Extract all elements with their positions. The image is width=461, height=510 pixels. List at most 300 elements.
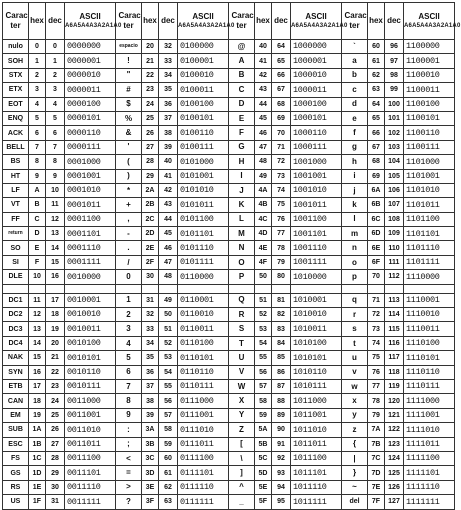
binary-cell: 0101010 bbox=[178, 183, 229, 197]
binary-cell: 0000001 bbox=[65, 54, 116, 68]
binary-cell: 0100011 bbox=[178, 83, 229, 97]
dec-cell: 54 bbox=[159, 365, 178, 379]
table-row bbox=[3, 40, 455, 54]
binary-cell: 1011101 bbox=[291, 466, 342, 480]
binary-cell: 1000100 bbox=[291, 97, 342, 111]
binary-cell: 1110100 bbox=[404, 336, 455, 350]
char-cell: V bbox=[229, 365, 255, 379]
char-cell: SUB bbox=[3, 423, 29, 437]
dec-cell: 31 bbox=[46, 495, 65, 509]
binary-cell: 1111001 bbox=[404, 408, 455, 422]
char-cell: SYN bbox=[3, 365, 29, 379]
dec-cell: 44 bbox=[159, 212, 178, 226]
dec-cell: 78 bbox=[272, 241, 291, 255]
char-cell: } bbox=[342, 466, 368, 480]
hex-cell: 68 bbox=[368, 155, 385, 169]
binary-cell: 1010011 bbox=[291, 322, 342, 336]
hex-cell: 43 bbox=[255, 83, 272, 97]
table-row bbox=[3, 241, 455, 255]
hex-cell: 59 bbox=[255, 408, 272, 422]
char-cell: + bbox=[116, 198, 142, 212]
binary-cell: 1000000 bbox=[291, 40, 342, 54]
hex-cell: 4 bbox=[29, 97, 46, 111]
char-cell: [ bbox=[229, 437, 255, 451]
table-row bbox=[3, 394, 455, 408]
dec-cell: 83 bbox=[272, 322, 291, 336]
hex-cell: 38 bbox=[142, 394, 159, 408]
hex-cell: 75 bbox=[368, 351, 385, 365]
hex-cell: 7A bbox=[368, 423, 385, 437]
hex-cell: 3E bbox=[142, 480, 159, 494]
gap-cell bbox=[159, 284, 178, 293]
dec-cell: 8 bbox=[46, 155, 65, 169]
header-title: ASCII bbox=[418, 12, 440, 21]
hex-cell: 5D bbox=[255, 466, 272, 480]
hex-cell: 49 bbox=[255, 169, 272, 183]
char-cell: n bbox=[342, 241, 368, 255]
gap-cell bbox=[116, 284, 142, 293]
char-cell: FF bbox=[3, 212, 29, 226]
hex-cell: 64 bbox=[368, 97, 385, 111]
binary-cell: 1001111 bbox=[291, 255, 342, 269]
char-cell: ] bbox=[229, 466, 255, 480]
char-cell: % bbox=[116, 111, 142, 125]
dec-cell: 52 bbox=[159, 336, 178, 350]
hex-cell: 25 bbox=[142, 111, 159, 125]
table-row bbox=[3, 423, 455, 437]
char-cell: S bbox=[229, 322, 255, 336]
dec-cell: 123 bbox=[385, 437, 404, 451]
hex-cell: 2C bbox=[142, 212, 159, 226]
header-bit-labels: A6A5A4A3A2A1A0 bbox=[65, 23, 122, 29]
table-row bbox=[3, 126, 455, 140]
char-cell: r bbox=[342, 308, 368, 322]
char-cell: s bbox=[342, 322, 368, 336]
table-row bbox=[3, 140, 455, 154]
hex-cell: 55 bbox=[255, 351, 272, 365]
dec-cell: 87 bbox=[272, 379, 291, 393]
hex-cell: 4A bbox=[255, 183, 272, 197]
dec-cell: 72 bbox=[272, 155, 291, 169]
binary-cell: 0101101 bbox=[178, 227, 229, 241]
dec-cell: 56 bbox=[159, 394, 178, 408]
hex-cell: 28 bbox=[142, 155, 159, 169]
hex-cell: 6E bbox=[368, 241, 385, 255]
binary-cell: 1011010 bbox=[291, 423, 342, 437]
dec-cell: 3 bbox=[46, 83, 65, 97]
dec-cell: 6 bbox=[46, 126, 65, 140]
gap-cell bbox=[65, 284, 116, 293]
gap-cell bbox=[368, 284, 385, 293]
binary-cell: 1011000 bbox=[291, 394, 342, 408]
hex-cell: 2B bbox=[142, 198, 159, 212]
char-cell: i bbox=[342, 169, 368, 183]
char-cell: SI bbox=[3, 255, 29, 269]
hex-cell: 18 bbox=[29, 394, 46, 408]
dec-cell: 64 bbox=[272, 40, 291, 54]
hex-cell: 65 bbox=[368, 111, 385, 125]
dec-cell: 84 bbox=[272, 336, 291, 350]
gap-cell bbox=[142, 284, 159, 293]
table-body bbox=[3, 40, 455, 510]
dec-cell: 41 bbox=[159, 169, 178, 183]
table-row bbox=[3, 155, 455, 169]
dec-cell: 48 bbox=[159, 270, 178, 284]
binary-cell: 1000111 bbox=[291, 140, 342, 154]
char-cell: | bbox=[342, 451, 368, 465]
binary-cell: 0000101 bbox=[65, 111, 116, 125]
hex-cell: 8 bbox=[29, 155, 46, 169]
hex-cell: 35 bbox=[142, 351, 159, 365]
binary-cell: 0010011 bbox=[65, 322, 116, 336]
binary-cell: 1111110 bbox=[404, 480, 455, 494]
dec-cell: 66 bbox=[272, 68, 291, 82]
char-cell: ! bbox=[116, 54, 142, 68]
char-cell: 1 bbox=[116, 293, 142, 307]
binary-cell: 1011111 bbox=[291, 495, 342, 509]
binary-cell: 0110011 bbox=[178, 322, 229, 336]
hex-cell: 4C bbox=[255, 212, 272, 226]
char-cell: LF bbox=[3, 183, 29, 197]
char-cell: I bbox=[229, 169, 255, 183]
char-cell: U bbox=[229, 351, 255, 365]
ascii-table-container bbox=[2, 2, 461, 510]
hex-cell: 3B bbox=[142, 437, 159, 451]
binary-cell: 1010000 bbox=[291, 270, 342, 284]
char-cell: O bbox=[229, 255, 255, 269]
binary-cell: 1101000 bbox=[404, 155, 455, 169]
dec-cell: 88 bbox=[272, 394, 291, 408]
char-cell: ETB bbox=[3, 379, 29, 393]
dec-cell: 42 bbox=[159, 183, 178, 197]
binary-cell: 0001010 bbox=[65, 183, 116, 197]
binary-cell: 1010110 bbox=[291, 365, 342, 379]
binary-cell: 0000010 bbox=[65, 68, 116, 82]
dec-cell: 12 bbox=[46, 212, 65, 226]
hex-cell: 3F bbox=[142, 495, 159, 509]
header-title: Carac ter bbox=[231, 11, 254, 30]
dec-cell: 81 bbox=[272, 293, 291, 307]
hex-cell: 47 bbox=[255, 140, 272, 154]
header-title: ASCII bbox=[79, 12, 101, 21]
binary-cell: 0110111 bbox=[178, 379, 229, 393]
header-bit-labels: A6A5A4A3A2A1A0 bbox=[291, 23, 348, 29]
hex-cell: 6 bbox=[29, 126, 46, 140]
hex-cell: 72 bbox=[368, 308, 385, 322]
char-cell: \ bbox=[229, 451, 255, 465]
hex-cell: C bbox=[29, 212, 46, 226]
table-row bbox=[3, 68, 455, 82]
char-cell: - bbox=[116, 227, 142, 241]
dec-cell: 19 bbox=[46, 322, 65, 336]
dec-cell: 17 bbox=[46, 293, 65, 307]
char-cell: A bbox=[229, 54, 255, 68]
table-row bbox=[3, 308, 455, 322]
char-cell: $ bbox=[116, 97, 142, 111]
char-cell: K bbox=[229, 198, 255, 212]
dec-cell: 4 bbox=[46, 97, 65, 111]
binary-cell: 1000110 bbox=[291, 126, 342, 140]
dec-cell: 77 bbox=[272, 227, 291, 241]
binary-cell: 1101110 bbox=[404, 241, 455, 255]
char-cell: G bbox=[229, 140, 255, 154]
hex-cell: 33 bbox=[142, 322, 159, 336]
binary-cell: 1100101 bbox=[404, 111, 455, 125]
hex-cell: 42 bbox=[255, 68, 272, 82]
dec-cell: 63 bbox=[159, 495, 178, 509]
table-row bbox=[3, 198, 455, 212]
binary-cell: 0011101 bbox=[65, 466, 116, 480]
hex-cell: 62 bbox=[368, 68, 385, 82]
char-cell: v bbox=[342, 365, 368, 379]
dec-cell: 25 bbox=[46, 408, 65, 422]
header-caracter bbox=[116, 3, 142, 40]
table-row bbox=[3, 54, 455, 68]
dec-cell: 98 bbox=[385, 68, 404, 82]
dec-cell: 9 bbox=[46, 169, 65, 183]
dec-cell: 93 bbox=[272, 466, 291, 480]
char-cell: EM bbox=[3, 408, 29, 422]
dec-cell: 68 bbox=[272, 97, 291, 111]
binary-cell: 1110101 bbox=[404, 351, 455, 365]
dec-cell: 15 bbox=[46, 255, 65, 269]
table-row bbox=[3, 466, 455, 480]
hex-cell: 23 bbox=[142, 83, 159, 97]
char-cell: BS bbox=[3, 155, 29, 169]
dec-cell: 74 bbox=[272, 183, 291, 197]
dec-cell: 35 bbox=[159, 83, 178, 97]
binary-cell: 1010010 bbox=[291, 308, 342, 322]
hex-cell: 7C bbox=[368, 451, 385, 465]
table-row bbox=[3, 437, 455, 451]
header-bit-labels: A6A5A4A3A2A1A0 bbox=[178, 23, 235, 29]
dec-cell: 0 bbox=[46, 40, 65, 54]
binary-cell: 0010100 bbox=[65, 336, 116, 350]
hex-cell: 7B bbox=[368, 437, 385, 451]
char-cell: 9 bbox=[116, 408, 142, 422]
hex-cell: 1C bbox=[29, 451, 46, 465]
dec-cell: 116 bbox=[385, 336, 404, 350]
char-cell: y bbox=[342, 408, 368, 422]
dec-cell: 109 bbox=[385, 227, 404, 241]
binary-cell: 1111000 bbox=[404, 394, 455, 408]
header-dec bbox=[385, 3, 404, 40]
header-bit-labels: A6A5A4A3A2A1A0 bbox=[404, 23, 461, 29]
hex-cell: 12 bbox=[29, 308, 46, 322]
binary-cell: 1100100 bbox=[404, 97, 455, 111]
binary-cell: 0011010 bbox=[65, 423, 116, 437]
binary-cell: 0110001 bbox=[178, 293, 229, 307]
char-cell: ESC bbox=[3, 437, 29, 451]
char-cell: F bbox=[229, 126, 255, 140]
dec-cell: 90 bbox=[272, 423, 291, 437]
binary-cell: 0001000 bbox=[65, 155, 116, 169]
hex-cell: 73 bbox=[368, 322, 385, 336]
table-row bbox=[3, 365, 455, 379]
binary-cell: 1011110 bbox=[291, 480, 342, 494]
char-cell: SOH bbox=[3, 54, 29, 68]
binary-cell: 0001011 bbox=[65, 198, 116, 212]
char-cell: FS bbox=[3, 451, 29, 465]
char-cell: z bbox=[342, 423, 368, 437]
char-cell: > bbox=[116, 480, 142, 494]
binary-cell: 1110000 bbox=[404, 270, 455, 284]
dec-cell: 38 bbox=[159, 126, 178, 140]
hex-cell: 15 bbox=[29, 351, 46, 365]
header-title: dec bbox=[161, 16, 175, 25]
group-gap bbox=[3, 284, 455, 293]
hex-cell: 56 bbox=[255, 365, 272, 379]
binary-cell: 0011111 bbox=[65, 495, 116, 509]
dec-cell: 108 bbox=[385, 212, 404, 226]
gap-cell bbox=[255, 284, 272, 293]
dec-cell: 13 bbox=[46, 227, 65, 241]
dec-cell: 23 bbox=[46, 379, 65, 393]
hex-cell: 2D bbox=[142, 227, 159, 241]
char-cell: * bbox=[116, 183, 142, 197]
char-cell: 5 bbox=[116, 351, 142, 365]
dec-cell: 99 bbox=[385, 83, 404, 97]
char-cell: L bbox=[229, 212, 255, 226]
binary-cell: 1010101 bbox=[291, 351, 342, 365]
hex-cell: 29 bbox=[142, 169, 159, 183]
char-cell: ; bbox=[116, 437, 142, 451]
dec-cell: 39 bbox=[159, 140, 178, 154]
char-cell: : bbox=[116, 423, 142, 437]
hex-cell: F bbox=[29, 255, 46, 269]
binary-cell: 1001101 bbox=[291, 227, 342, 241]
dec-cell: 120 bbox=[385, 394, 404, 408]
binary-cell: 0100110 bbox=[178, 126, 229, 140]
char-cell: E bbox=[229, 111, 255, 125]
hex-cell: 16 bbox=[29, 365, 46, 379]
char-cell: u bbox=[342, 351, 368, 365]
dec-cell: 1 bbox=[46, 54, 65, 68]
char-cell: RS bbox=[3, 480, 29, 494]
binary-cell: 0110100 bbox=[178, 336, 229, 350]
hex-cell: 7D bbox=[368, 466, 385, 480]
gap-cell bbox=[404, 284, 455, 293]
header-ascii bbox=[404, 3, 461, 40]
binary-cell: 0110110 bbox=[178, 365, 229, 379]
dec-cell: 69 bbox=[272, 111, 291, 125]
hex-cell: 4E bbox=[255, 241, 272, 255]
char-cell: d bbox=[342, 97, 368, 111]
hex-cell: 3D bbox=[142, 466, 159, 480]
dec-cell: 100 bbox=[385, 97, 404, 111]
dec-cell: 26 bbox=[46, 423, 65, 437]
header-dec bbox=[272, 3, 291, 40]
char-cell: DLE bbox=[3, 270, 29, 284]
dec-cell: 121 bbox=[385, 408, 404, 422]
binary-cell: 0010000 bbox=[65, 270, 116, 284]
char-cell: US bbox=[3, 495, 29, 509]
dec-cell: 76 bbox=[272, 212, 291, 226]
header-ascii bbox=[65, 3, 122, 40]
hex-cell: 57 bbox=[255, 379, 272, 393]
hex-cell: 14 bbox=[29, 336, 46, 350]
dec-cell: 40 bbox=[159, 155, 178, 169]
hex-cell: 2E bbox=[142, 241, 159, 255]
hex-cell: 51 bbox=[255, 293, 272, 307]
binary-cell: 1011100 bbox=[291, 451, 342, 465]
char-cell: f bbox=[342, 126, 368, 140]
dec-cell: 29 bbox=[46, 466, 65, 480]
hex-cell: 78 bbox=[368, 394, 385, 408]
dec-cell: 110 bbox=[385, 241, 404, 255]
binary-cell: 0101001 bbox=[178, 169, 229, 183]
dec-cell: 51 bbox=[159, 322, 178, 336]
char-cell: B bbox=[229, 68, 255, 82]
char-cell: ACK bbox=[3, 126, 29, 140]
table-row bbox=[3, 351, 455, 365]
hex-cell: 70 bbox=[368, 270, 385, 284]
char-cell: l bbox=[342, 212, 368, 226]
hex-cell: 26 bbox=[142, 126, 159, 140]
char-cell: Z bbox=[229, 423, 255, 437]
dec-cell: 75 bbox=[272, 198, 291, 212]
binary-cell: 1100001 bbox=[404, 54, 455, 68]
binary-cell: 0011000 bbox=[65, 394, 116, 408]
table-row bbox=[3, 336, 455, 350]
char-cell: # bbox=[116, 83, 142, 97]
hex-cell: 39 bbox=[142, 408, 159, 422]
char-cell: nulo bbox=[3, 40, 29, 54]
char-cell: k bbox=[342, 198, 368, 212]
char-cell: VT bbox=[3, 198, 29, 212]
header-dec bbox=[46, 3, 65, 40]
char-cell: { bbox=[342, 437, 368, 451]
char-cell: g bbox=[342, 140, 368, 154]
binary-cell: 0111000 bbox=[178, 394, 229, 408]
hex-cell: 40 bbox=[255, 40, 272, 54]
dec-cell: 57 bbox=[159, 408, 178, 422]
char-cell: R bbox=[229, 308, 255, 322]
header-hex bbox=[255, 3, 272, 40]
hex-cell: 32 bbox=[142, 308, 159, 322]
header-ascii bbox=[178, 3, 235, 40]
dec-cell: 91 bbox=[272, 437, 291, 451]
dec-cell: 104 bbox=[385, 155, 404, 169]
char-cell: GS bbox=[3, 466, 29, 480]
dec-cell: 80 bbox=[272, 270, 291, 284]
binary-cell: 1001000 bbox=[291, 155, 342, 169]
table-row bbox=[3, 212, 455, 226]
table-row bbox=[3, 111, 455, 125]
header-caracter bbox=[3, 3, 29, 40]
char-cell: ~ bbox=[342, 480, 368, 494]
binary-cell: 0100001 bbox=[178, 54, 229, 68]
dec-cell: 113 bbox=[385, 293, 404, 307]
binary-cell: 0110101 bbox=[178, 351, 229, 365]
hex-cell: 27 bbox=[142, 140, 159, 154]
binary-cell: 0111011 bbox=[178, 437, 229, 451]
char-cell: D bbox=[229, 97, 255, 111]
binary-cell: 1111100 bbox=[404, 451, 455, 465]
hex-cell: 5 bbox=[29, 111, 46, 125]
binary-cell: 0010010 bbox=[65, 308, 116, 322]
hex-cell: 4F bbox=[255, 255, 272, 269]
char-cell: N bbox=[229, 241, 255, 255]
char-cell: < bbox=[116, 451, 142, 465]
binary-cell: 1001110 bbox=[291, 241, 342, 255]
binary-cell: 1101111 bbox=[404, 255, 455, 269]
char-cell: W bbox=[229, 379, 255, 393]
binary-cell: 1010100 bbox=[291, 336, 342, 350]
dec-cell: 43 bbox=[159, 198, 178, 212]
hex-cell: 52 bbox=[255, 308, 272, 322]
binary-cell: 1001001 bbox=[291, 169, 342, 183]
